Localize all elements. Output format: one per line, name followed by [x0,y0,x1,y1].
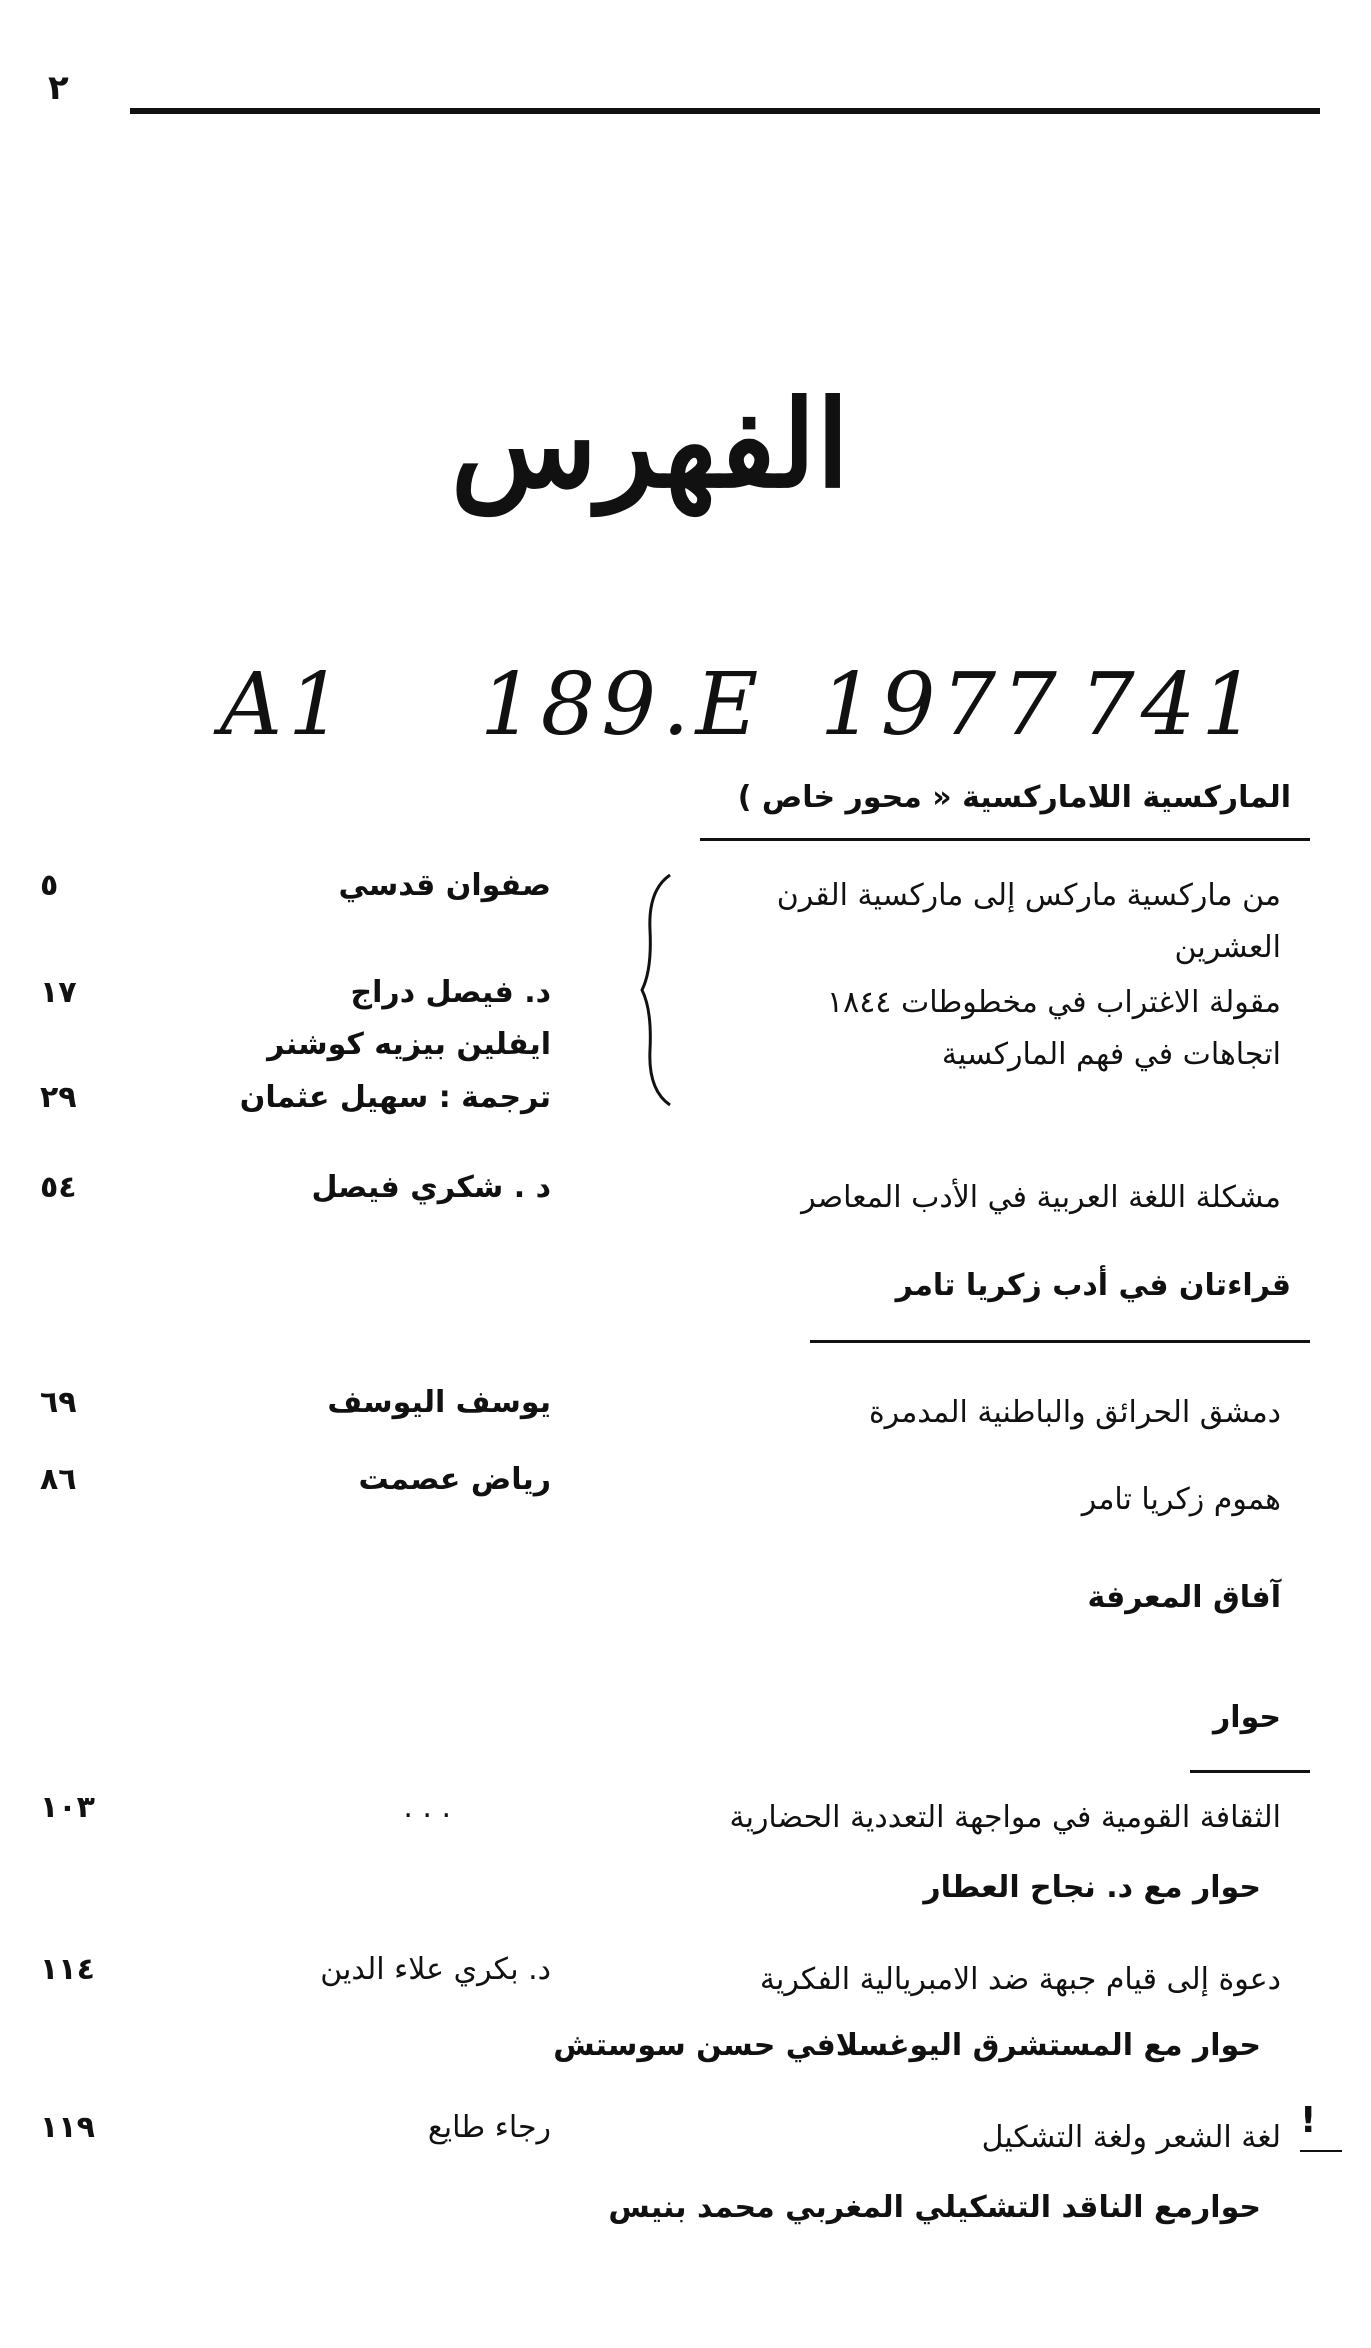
section-rule [700,838,1310,841]
section-heading: حوار [1213,1700,1281,1735]
entry-title: اتجاهات في فهم الماركسية [941,1037,1281,1072]
entry-author: د. فيصل دراج [350,975,551,1010]
entry-title-cont: العشرين [1174,930,1281,965]
entry-page: ٢٩ [40,1080,77,1115]
entry-title: دعوة إلى قيام جبهة ضد الامبريالية الفكرية [759,1962,1281,1997]
entry-author: رجاء طايع [427,2110,551,2145]
ms-number-b: 189.E [480,655,765,755]
entry-subtitle: حوار مع د. نجاح العطار [923,1870,1261,1905]
entry-title: دمشق الحرائق والباطنية المدمرة [868,1395,1281,1430]
section-rule [1190,1770,1310,1773]
section-heading: آفاق المعرفة [1087,1580,1281,1615]
entry-page: ١٧ [40,975,77,1010]
entry-translator: ترجمة : سهيل عثمان [239,1080,551,1115]
section-heading: الماركسية اللاماركسية « محور خاص ) [737,780,1291,815]
entry-author: د . شكري فيصل [311,1170,551,1205]
entry-page: ٥ [40,868,59,903]
entry-title: مقولة الاغتراب في مخطوطات ١٨٤٤ [826,985,1281,1020]
page-number: ٢ [48,68,69,108]
ms-number-d: 741 [1080,655,1263,755]
ms-number-c: 1977 [820,655,1063,755]
ms-number-a: A1 [220,655,349,755]
entry-page: ١٠٣ [40,1790,95,1825]
entry-title: من ماركسية ماركس إلى ماركسية القرن [776,878,1281,913]
brace-mark [640,870,680,1110]
section-heading: قراءتان في أدب زكريا تامر [895,1268,1291,1303]
entry-title: لغة الشعر ولغة التشكيل [981,2120,1281,2155]
entry-title: هموم زكريا تامر [1081,1482,1281,1517]
entry-author: . . . [403,1790,451,1825]
page-title: الفهرس [450,374,850,515]
entry-title: مشكلة اللغة العربية في الأدب المعاصر [801,1180,1281,1215]
entry-page: ٨٦ [40,1462,77,1497]
section-rule [810,1340,1310,1343]
margin-mark-rule [1300,2150,1342,2152]
entry-author: رياض عصمت [358,1462,551,1497]
entry-author: صفوان قدسي [338,868,551,903]
entry-page: ٦٩ [40,1385,77,1420]
margin-mark: ! [1300,2100,1317,2141]
entry-author: ايفلين بيزيه كوشنر [267,1027,551,1062]
entry-page: ١١٩ [40,2110,95,2145]
entry-subtitle: حوار مع المستشرق اليوغسلافي حسن سوستش [553,2028,1261,2063]
entry-page: ٥٤ [40,1170,77,1205]
entry-author: د. بكري علاء الدين [320,1952,551,1987]
top-rule [130,108,1320,114]
entry-title: الثقافة القومية في مواجهة التعددية الحضارية [729,1800,1281,1835]
entry-page: ١١٤ [40,1952,95,1987]
entry-subtitle: حوارمع الناقد التشكيلي المغربي محمد بنيس [608,2190,1261,2225]
entry-author: يوسف اليوسف [327,1385,551,1420]
